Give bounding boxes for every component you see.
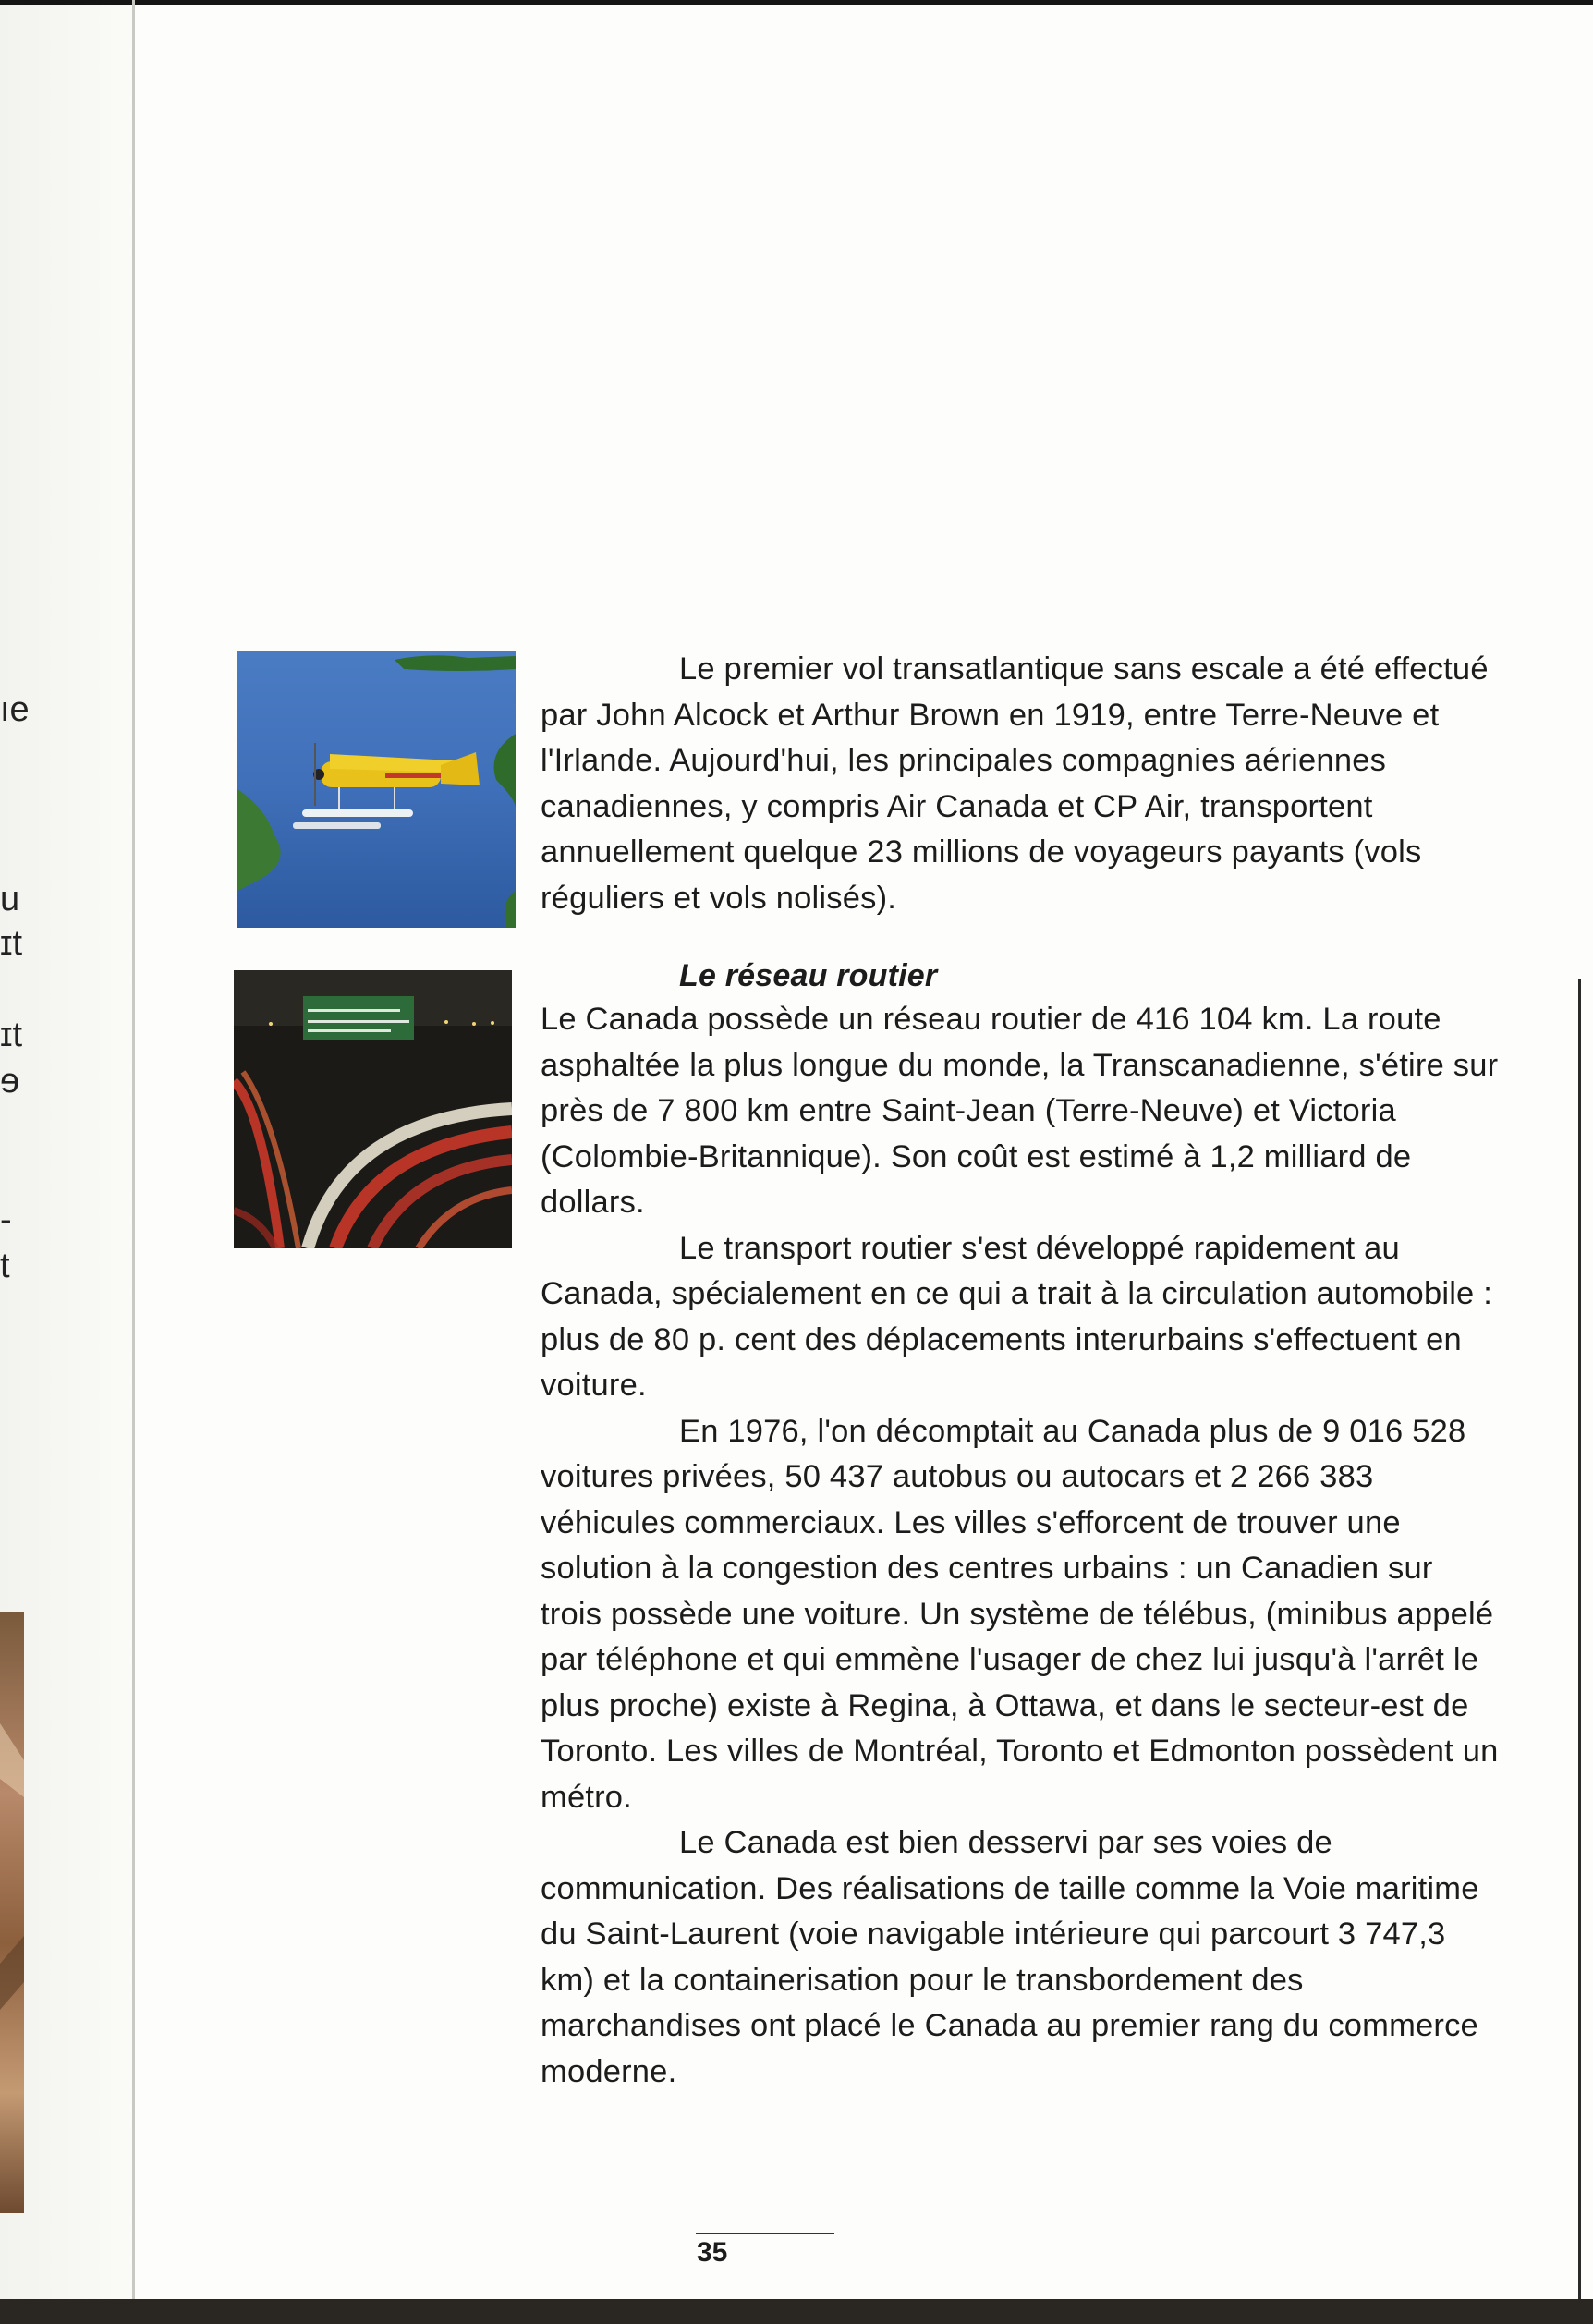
scan-bottom-edge	[0, 2299, 1593, 2324]
previous-page-photo	[0, 1612, 24, 2213]
section-heading: Le réseau routier	[679, 958, 938, 993]
paragraph-road-network: Le Canada possède un réseau routier de 416 104 km. La route asphaltée la plus longue du monde, la Transcanadienne, s'étire sur près de 7 800 km entre Saint-Jean (Terre-Neuve) et Victoria (Colombie-Britannique). Son coût est estimé à 1,2 milliard de dollars.	[541, 1002, 1499, 1220]
prev-page-fragment: ɪt	[0, 1016, 23, 1054]
scan-top-edge	[0, 0, 1593, 5]
prev-page-fragment: ɪt	[0, 924, 23, 963]
paragraph-communication: Le Canada est bien desservi par ses voies de communication. Des réalisations de taille comme la Voie maritime du Saint-Laurent (voie navigable intérieure qui parcourt 3 747,3 km) et la containerisation pour le transbordement des marchandises ont placé le Canada au premier rang du commerce moderne.	[541, 1825, 1479, 2089]
floatplane-icon	[237, 651, 516, 928]
page-number-rule	[696, 2233, 834, 2234]
prev-page-fragment: -	[0, 1200, 12, 1239]
prev-page-fragment: u	[0, 880, 20, 919]
previous-page-fragments	[0, 0, 37, 1386]
article-body	[541, 647, 1502, 2095]
page-number: 35	[697, 2237, 728, 2268]
paragraph-vehicle-stats: En 1976, l'on décomptait au Canada plus de 9 016 528 voitures privées, 50 437 autobus ou autocars et 2 266 383 véhicules commerciaux. Les villes s'efforcent de trouver une solution à la congestion des centres urbains : un Canadien sur trois possède une voiture. Un système de télébus, (minibus appelé par téléphone et qui emmène l'usager de chez lui jusqu'à l'arrêt le plus proche) existe à Regina, à Ottawa, et dans le secteur-est de Toronto. Les villes de Montréal, Toronto et Edmonton possèdent un métro.	[541, 1413, 1499, 1815]
prev-page-fragment: t	[0, 1247, 10, 1285]
prev-page-fragment: ıe	[0, 690, 30, 729]
page-fold	[132, 0, 135, 2324]
paragraph-road-transport: Le transport routier s'est développé rapidement au Canada, spécialement en ce qui a trait à la circulation automobile : plus de 80 p. cent des déplacements interurbains s'effectuent en voiture.	[541, 1230, 1493, 1403]
scan-right-edge	[1578, 979, 1581, 2324]
night-highway-icon	[234, 970, 512, 1248]
prev-page-fragment: ɘ	[0, 1062, 20, 1101]
paragraph-air-travel: Le premier vol transatlantique sans escale a été effectué par John Alcock et Arthur Brown en 1919, entre Terre-Neuve et l'Irlande. Aujourd'hui, les principales compagnies aériennes canadiennes, y compris Air Canada et CP Air, transportent annuellement quelque 23 millions de voyageurs payants (vols réguliers et vols nolisés).	[541, 651, 1489, 916]
floatplane-photo	[237, 651, 516, 928]
highway-photo	[234, 970, 512, 1248]
